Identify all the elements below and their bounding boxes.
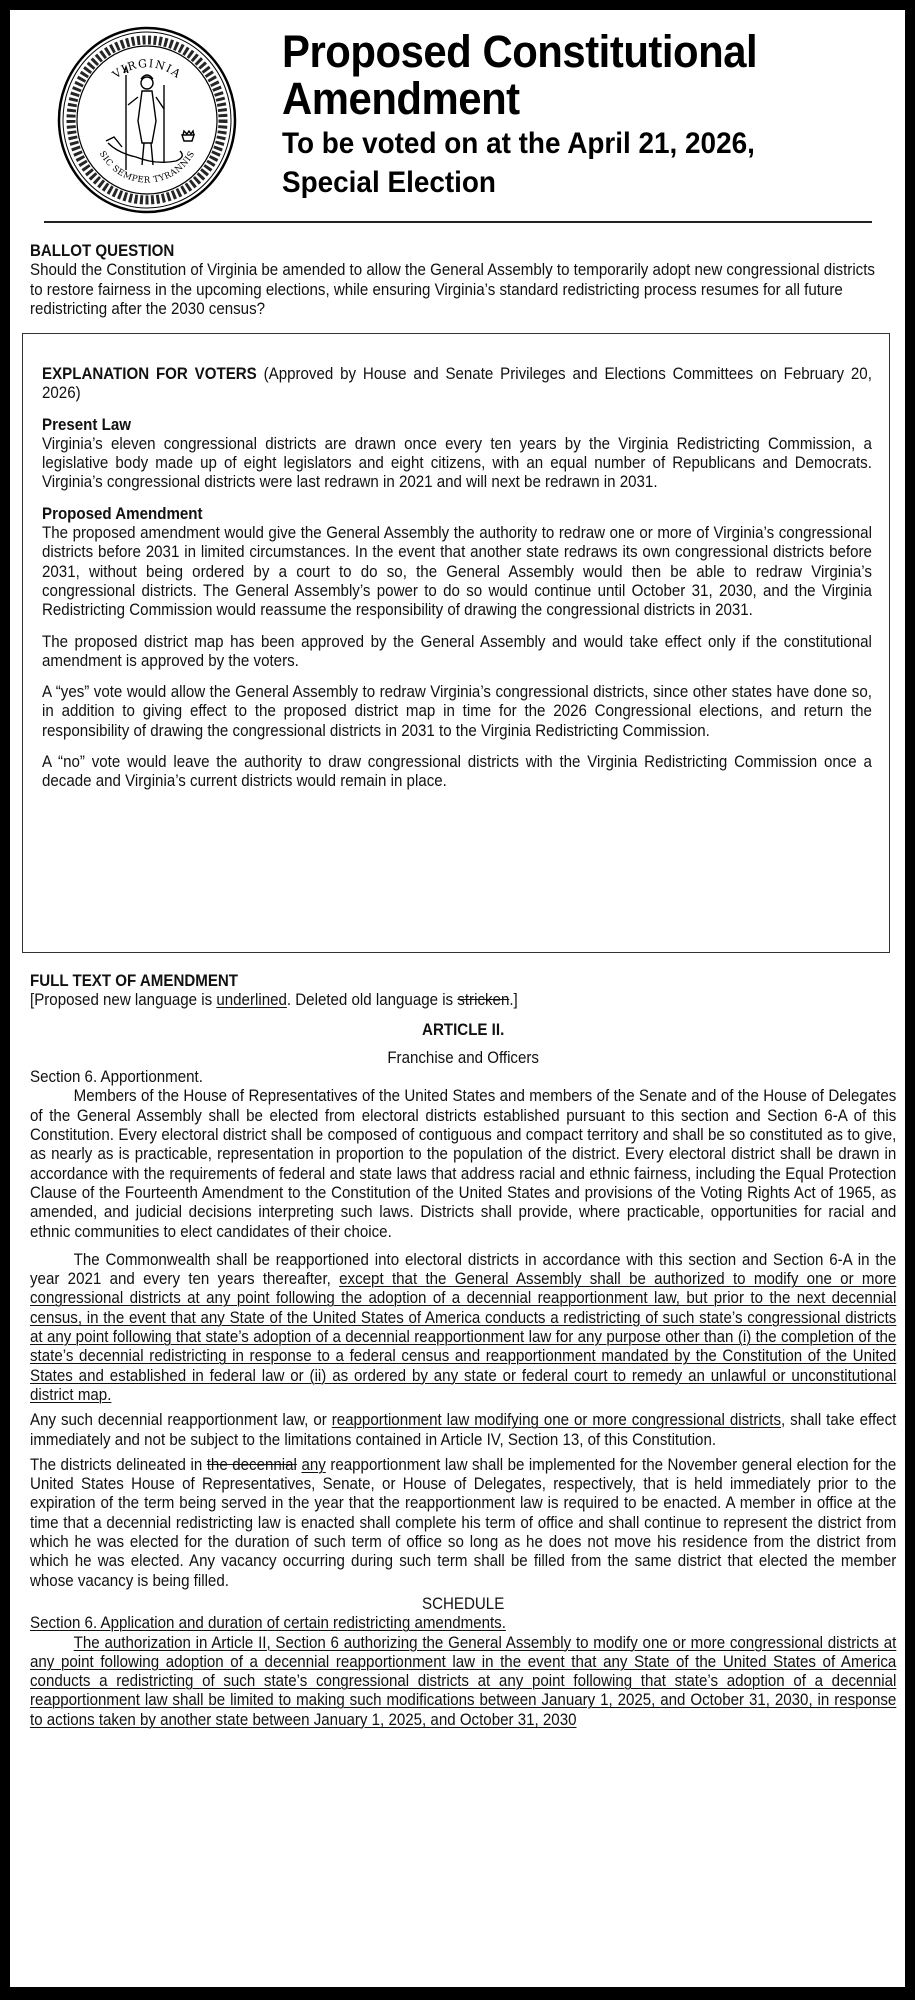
- ballot-question-section: [30, 232, 890, 318]
- amendment-notice: [10, 10, 905, 1987]
- added-text: reapportionment law modifying one or more congressional districts: [331, 1410, 782, 1430]
- legend-underlined-sample: underlined: [216, 990, 287, 1010]
- section-paragraph-1: Members of the House of Representatives of the United States and members of the Senate and of the House of Delegates of the General Assembly shall be elected from electoral districts established pursuant to this section and Section 6-A of this Constitution. Every electoral district shall be composed of contiguous and compact territory and shall be so constituted as to give, as nearly as is practicable, representation in proportion to the population of the district. Every electoral district shall be drawn in accordance with the requirements of federal and state laws that address racial and ethnic fairness, including the Equal Protection Clause of the Fourteenth Amendment to the Constitution of the United States and provisions of the Voting Rights Act of 1965, as amended, and judicial decisions interpreting such laws. Districts shall provide, where practicable, opportunities for racial and ethnic communities to elect candidates of their choice.: [30, 1086, 897, 1241]
- existing-text: The districts delineated in: [30, 1454, 207, 1474]
- election-date-line2: Special Election: [282, 166, 496, 199]
- ballot-question-text: Should the Constitution of Virginia be amended to allow the General Assembly to temporarily adopt new congressional districts to restore fairness in the upcoming elections, while ensuring Virginia’s standard redistricting process resumes for all future redistricting after the 2030 census?: [30, 260, 875, 318]
- explanation-approval-note: (Approved by House and Senate Privileges and Elections Committees on February 20, 2026): [42, 364, 872, 403]
- header-divider: [44, 221, 872, 223]
- section-title: Section 6. Apportionment.: [30, 1067, 203, 1087]
- seal-top-text: VIRGINIA: [109, 56, 185, 82]
- existing-text: Any such decennial reapportionment law, or: [30, 1410, 332, 1430]
- proposed-amendment-text: The proposed amendment would give the General Assembly the authority to redraw one or more of Virginia’s congressional districts before 2031 in limited circumstances. In the event that another state redraws its own congressional districts before 2031, without being ordered by a court to do so, the General Assembly would then be able to redraw Virginia’s congressional districts. The General Assembly’s power to do so would continue until October 31, 2030, and the Virginia Redistricting Commission would reassume the responsibility of drawing the congressional districts in 2031.: [42, 523, 872, 620]
- explanation-heading: EXPLANATION FOR VOTERS: [42, 364, 257, 383]
- schedule-paragraph: [30, 1633, 896, 1729]
- election-date-line1: To be voted on at the April 21, 2026,: [282, 127, 755, 160]
- full-text-heading: FULL TEXT OF AMENDMENT: [30, 971, 239, 990]
- added-text: any: [301, 1454, 326, 1474]
- full-text-section: [30, 971, 896, 1729]
- page-title-line2: Amendment: [282, 73, 520, 124]
- existing-text: , shall take effect immediately and not be subject to the limitations contained in Article IV, Section 13, of this Constitution.: [30, 1410, 897, 1449]
- seal-motto: SIC SEMPER TYRANNIS: [96, 149, 198, 186]
- schedule-section-title: [30, 1613, 896, 1632]
- section-paragraph-2: [30, 1250, 896, 1404]
- markup-legend: [30, 990, 896, 1009]
- legend-stricken-sample: stricken: [457, 990, 510, 1010]
- legend-text: .]: [509, 990, 518, 1010]
- page-title-line1: Proposed Constitutional: [282, 26, 758, 77]
- added-text: except that the General Assembly shall be authorized to modify one or more congressional districts at any point following the adoption of a decennial reapportionment law, but prior to the next decennial census, in the event that any State of the United States of America conducts a redistricting of such state’s congressional districts at any point following that state’s adoption of a decennial reapportionment law for any purpose other than (i) the completion of the state’s decennial redistricting in response to a federal census and reapportionment mandated by the Constitution of the United States and established in federal law or (ii) as ordered by any state or federal court to remedy an unlawful or unconstitutional district map.: [30, 1269, 897, 1404]
- virginia-seal-icon: [56, 25, 238, 215]
- yes-vote-explanation: A “yes” vote would allow the General Assembly to redraw Virginia’s congressional districts, since other states have done so, in addition to giving effect to the proposed district map in time for the 2026 Congressional elections, and return the responsibility of drawing the congressional districts in 2031 to the Virginia Redistricting Commission.: [42, 682, 872, 740]
- proposed-amendment-heading: Proposed Amendment: [42, 503, 203, 523]
- explanation-intro: [42, 364, 872, 403]
- added-text: Section 6. Application and duration of certain redistricting amendments.: [30, 1613, 506, 1633]
- section-paragraph-4: [30, 1455, 896, 1590]
- explanation-box: [22, 333, 890, 953]
- district-map-note: The proposed district map has been approved by the General Assembly and would take effect only if the constitutional amendment is approved by the voters.: [42, 631, 872, 670]
- existing-text: The Commonwealth shall be reapportioned into electoral districts in accordance with this section and Section 6-A in the year 2021 and every ten years thereafter,: [30, 1249, 897, 1289]
- header: [10, 10, 905, 224]
- article-heading: ARTICLE II.: [422, 1019, 505, 1039]
- present-law-text: Virginia’s eleven congressional districts are drawn once every ten years by the Virginia Redistricting Commission, a legislative body made up of eight legislators and eight citizens, with an equal number of Republicans and Democrats. Virginia’s congressional districts were last redrawn in 2021 and will next be redrawn in 2031.: [42, 433, 872, 492]
- deleted-text: the decennial: [206, 1454, 297, 1474]
- schedule-heading: SCHEDULE: [422, 1593, 505, 1613]
- existing-text: reapportionment law shall be implemented for the November general election for the United States House of Representatives, Senate, or House of Delegates, respectively, that is held immediately prior to the expiration of the term being served in the year that the reapportionment law is required to be enacted. A member in office at the time that a decennial redistricting law is enacted shall complete his term of office and shall continue to represent the district from which he was elected for the duration of such term of office so long as he does not move his residence from the district from which he was elected. Any vacancy occurring during such term shall be filled from the same district that elected the member whose vacancy is being filled.: [30, 1454, 897, 1590]
- title-block: [282, 28, 892, 200]
- article-subtitle: Franchise and Officers: [387, 1047, 539, 1067]
- legend-text: [Proposed new language is: [30, 990, 217, 1010]
- legend-text: . Deleted old language is: [286, 990, 458, 1010]
- added-text: The authorization in Article II, Section 6 authorizing the General Assembly to modify one or more congressional districts at any point following adoption of a decennial reapportionment law in the event that any State of the United States of America conducts a redistricting of such state’s congressional districts at any point following that state’s adoption of a decennial reapportionment law shall be limited to making such modifications between January 1, 2025, and October 31, 2030, in response to actions taken by another state between January 1, 2025, and October 31, 2030: [30, 1632, 897, 1729]
- present-law-heading: Present Law: [42, 414, 131, 434]
- no-vote-explanation: A “no” vote would leave the authority to draw congressional districts with the Virginia Redistricting Commission once a decade and Virginia’s current districts would remain in place.: [42, 752, 872, 791]
- ballot-question-heading: BALLOT QUESTION: [30, 241, 175, 260]
- section-paragraph-3: [30, 1410, 896, 1449]
